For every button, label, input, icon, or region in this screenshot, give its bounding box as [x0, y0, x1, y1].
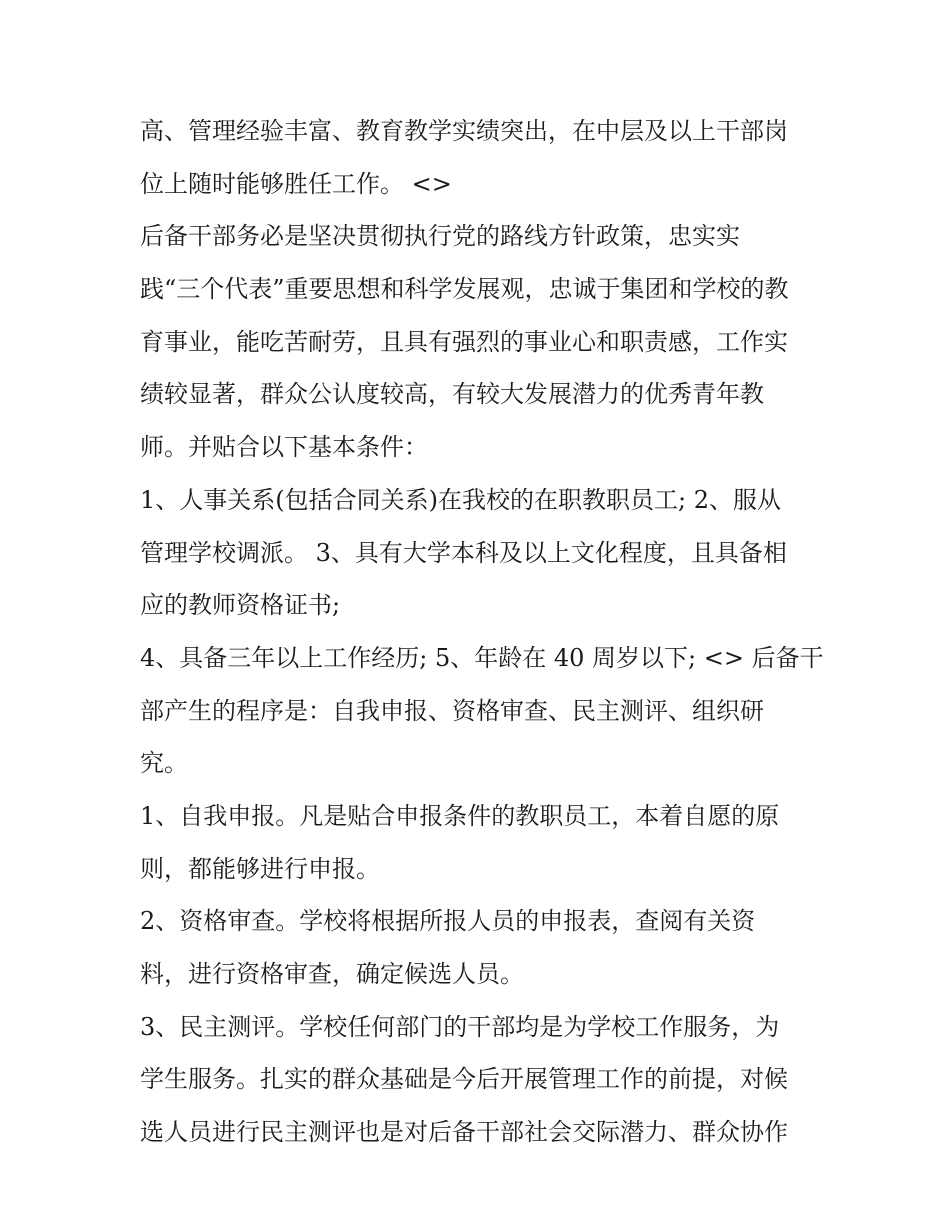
- text-line: 育事业，能吃苦耐劳，且具有强烈的事业心和职责感，工作实: [140, 327, 788, 356]
- text-line: 3、民主测评。学校任何部门的干部均是为学校工作服务，为: [140, 1012, 780, 1041]
- text-line: 1、自我申报。凡是贴合申报条件的教职员工，本着自愿的原: [140, 801, 780, 830]
- text-line: 师。并贴合以下基本条件：: [140, 433, 428, 462]
- text-line: 应的教师资格证书;: [140, 591, 341, 620]
- text-line: 2、资格审查。学校将根据所报人员的申报表，查阅有关资: [140, 907, 756, 936]
- text-line: 究。: [140, 749, 188, 778]
- document-body: [140, 105, 824, 1159]
- text-line: 管理学校调派。 3、具有大学本科及以上文化程度，且具备相: [140, 538, 787, 567]
- text-line: 1、人事关系(包括合同关系)在我校的在职教职员工; 2、服从: [140, 485, 781, 514]
- text-line: 高、管理经验丰富、教育教学实绩突出，在中层及以上干部岗: [140, 117, 788, 145]
- text-line: 后备干部务必是坚决贯彻执行党的路线方针政策，忠实实: [140, 222, 740, 251]
- text-line: 选人员进行民主测评也是对后备干部社会交际潜力、群众协作: [140, 1118, 788, 1147]
- text-line: 料，进行资格审查，确定候选人员。: [140, 960, 524, 988]
- text-line: 践“三个代表”重要思想和科学发展观，忠诚于集团和学校的教: [140, 275, 789, 304]
- text-line: 部产生的程序是：自我申报、资格审查、民主测评、组织研: [140, 696, 764, 725]
- text-line: 4、具备三年以上工作经历; 5、年龄在 40 周岁以下; <> 后备干: [140, 643, 824, 672]
- text-line: 则，都能够进行申报。: [140, 854, 380, 883]
- text-line: 位上随时能够胜任工作。 <>: [140, 169, 452, 198]
- text-line: 绩较显著，群众公认度较高，有较大发展潜力的优秀青年教: [140, 380, 764, 409]
- text-line: 学生服务。扎实的群众基础是今后开展管理工作的前提，对候: [140, 1065, 788, 1094]
